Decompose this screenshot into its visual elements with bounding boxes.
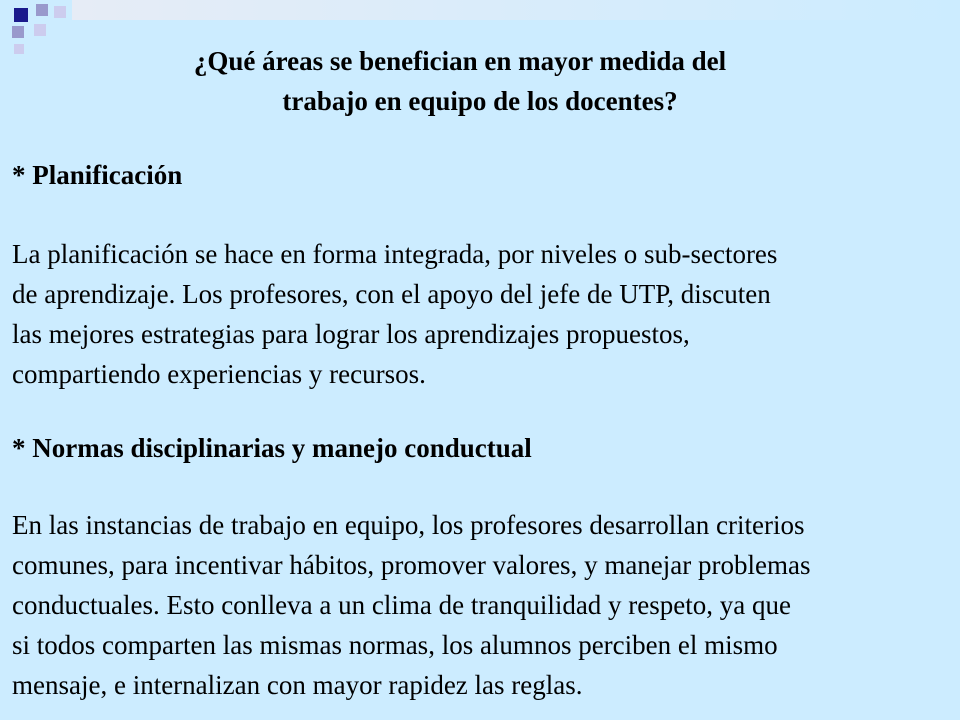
decor-square-navy [14,8,28,22]
body-line: compartiendo experiencias y recursos. [12,359,426,389]
slide-title-line-1: ¿Qué áreas se benefician en mayor medida del [193,46,727,76]
body-line: de aprendizaje. Los profesores, con el apoyo del jefe de UTP, discuten [12,279,771,309]
decor-square-light [34,24,46,36]
body-line: conductuales. Esto conlleva a un clima de tranquilidad y respeto, ya que [12,590,791,620]
body-line: las mejores estrategias para lograr los aprendizajes propuestos, [12,319,690,349]
decor-square-lavender [36,4,48,16]
section-heading-normas: * Normas disciplinarias y manejo conductual [12,433,532,463]
section-body-planificacion [12,234,957,394]
decor-square-lavender [12,26,24,38]
slide-title-line-2: trabajo en equipo de los docentes? [282,86,678,116]
body-line: La planificación se hace en forma integrada, por niveles o sub-sectores [12,239,778,269]
body-line: si todos comparten las mismas normas, los alumnos perciben el mismo [12,630,778,660]
body-line: comunes, para incentivar hábitos, promover valores, y manejar problemas [12,550,811,580]
body-line: En las instancias de trabajo en equipo, los profesores desarrollan criterios [12,510,805,540]
body-line: mensaje, e internalizan con mayor rapidez las reglas. [12,670,583,700]
section-body-normas [12,505,957,705]
section-heading-planificacion: * Planificación [12,160,183,190]
decor-square-light [54,6,66,18]
decor-band-light [72,0,960,20]
